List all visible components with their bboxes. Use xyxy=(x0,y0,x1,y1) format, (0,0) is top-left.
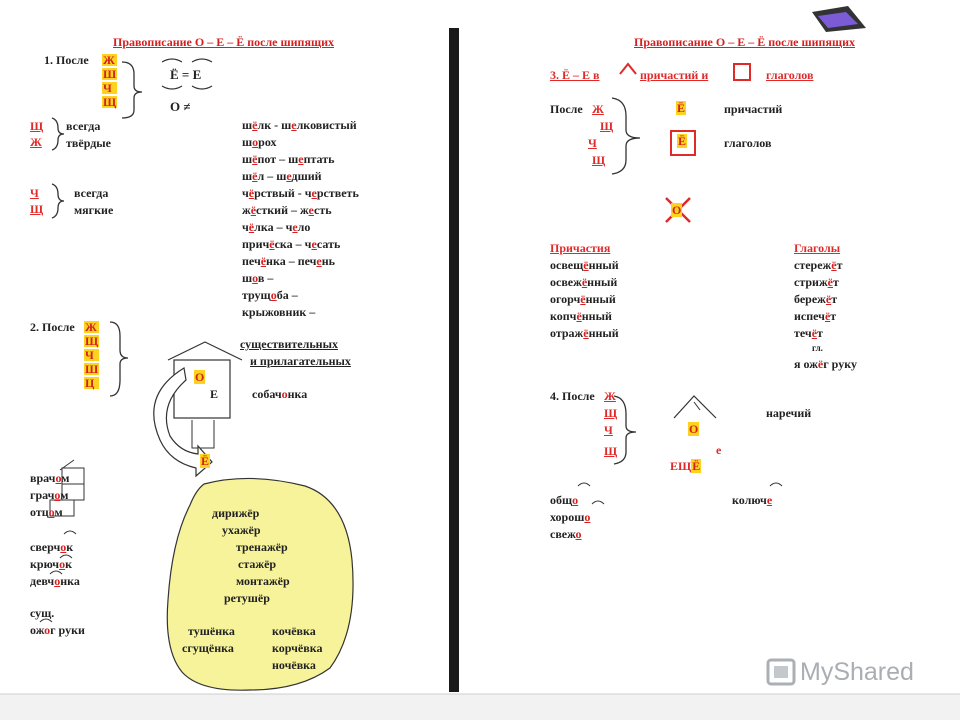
example-row: трущоба – xyxy=(242,288,298,302)
s1-letters xyxy=(102,54,117,108)
adverb-row: свежо xyxy=(550,527,582,541)
s4-letters xyxy=(604,390,617,457)
verb-row: стережёт xyxy=(794,258,843,272)
eshche: ЕЩЁ xyxy=(670,459,701,473)
hard-w2: твёрдые xyxy=(66,136,111,150)
s4-label: 4. После xyxy=(550,389,595,403)
example-row: шорох xyxy=(242,135,277,149)
blob-word: тренажёр xyxy=(236,540,288,554)
blob-word: корчёвка xyxy=(272,641,323,655)
blob-word: стажёр xyxy=(238,557,277,571)
house-roof xyxy=(168,342,242,360)
soft-letters xyxy=(30,187,43,215)
verb-row: течёт xyxy=(794,326,823,340)
house-o: О xyxy=(195,370,205,384)
vrach-row: отцом xyxy=(30,505,63,519)
r-glag: глаголов xyxy=(724,136,772,150)
letter: Щ xyxy=(85,334,99,348)
center-divider xyxy=(449,28,459,692)
brace-s1 xyxy=(122,62,142,118)
letter: Ж xyxy=(592,102,604,116)
sobachonka: собачонка xyxy=(252,387,308,401)
letter: Ж xyxy=(102,54,117,66)
blob-word: дирижёр xyxy=(212,506,260,520)
watermark: MyShared xyxy=(800,658,914,686)
blob-word: сгущёнка xyxy=(182,641,234,655)
blob-word: ночёвка xyxy=(272,658,316,672)
s2-letters xyxy=(84,321,99,389)
brace-soft xyxy=(52,184,64,218)
gl-note: гл. xyxy=(812,343,823,353)
h-glag: Глаголы xyxy=(794,241,841,255)
vrach-row: грачом xyxy=(30,488,69,502)
letter: Ш xyxy=(85,362,99,376)
r-posle: После xyxy=(550,102,583,116)
soft-w1: всегда xyxy=(74,186,109,200)
letter: Щ xyxy=(30,119,44,133)
blob-word: монтажёр xyxy=(236,574,290,588)
participle-row: отражённый xyxy=(550,326,619,340)
r-yo1: Ё xyxy=(677,101,686,115)
participle-row: огорчённый xyxy=(550,292,616,306)
hard-letters xyxy=(30,120,43,148)
adverb-row: общо xyxy=(550,493,579,507)
vrach-row: врачом xyxy=(30,471,70,485)
s4-adv: наречий xyxy=(766,406,812,420)
example-row: жёсткий – жесть xyxy=(242,203,332,217)
example-row: шёл – шедший xyxy=(242,169,322,183)
rule-o-ne: О ≠ xyxy=(170,99,191,114)
verb-row: испечёт xyxy=(794,309,837,323)
brace-hard xyxy=(52,118,64,150)
r-prich: причастий xyxy=(724,102,783,116)
verb-row: стрижёт xyxy=(794,275,839,289)
right-title: Правописание О – Е – Ё после шипящих xyxy=(634,35,855,49)
r-crossed-o: О xyxy=(672,203,682,217)
sverch-row: девчонка xyxy=(30,574,80,588)
letter: Щ xyxy=(600,119,614,133)
s2-cat1: существительных xyxy=(240,337,338,351)
s2-label: 2. После xyxy=(30,320,75,334)
r3-letters xyxy=(588,102,614,167)
letter: Ж xyxy=(84,321,99,333)
s1-label: 1. После xyxy=(44,53,89,67)
example-row: шёлк - шелковистый xyxy=(242,118,357,132)
letter: Ш xyxy=(103,67,117,81)
example-row: причёска – чесать xyxy=(242,237,341,251)
sverch-row: крючок xyxy=(30,557,72,571)
bottom-strip xyxy=(0,694,960,720)
blob-word: ухажёр xyxy=(222,523,261,537)
example-row: шёпот – шептать xyxy=(242,152,335,166)
letter: Щ xyxy=(604,444,618,458)
ozheg: я ожёг руку xyxy=(794,357,857,371)
letter: Ц xyxy=(84,377,99,389)
blob-word: ретушёр xyxy=(224,591,270,605)
kolyuche: колюче xyxy=(732,493,773,507)
house-e: Е xyxy=(210,387,219,401)
adverb-row: хорошо xyxy=(550,510,591,524)
example-row: чёрствый - черстветь xyxy=(242,186,359,200)
s3-label: 3. Ё – Е в xyxy=(550,68,600,82)
left-title: Правописание О – Е – Ё после шипящих xyxy=(113,35,334,49)
blob-word: кочёвка xyxy=(272,624,316,638)
letter: Ч xyxy=(84,349,99,361)
example-row: шов – xyxy=(242,271,274,285)
s2-cat2: и прилагательных xyxy=(250,354,351,368)
letter: Ж xyxy=(604,389,616,403)
sush-label: сущ. xyxy=(30,606,55,620)
participle-row: освежённый xyxy=(550,275,618,289)
s3-w2: глаголов xyxy=(766,68,814,82)
brace-s2 xyxy=(110,322,128,396)
ozhog: ожог руки xyxy=(30,623,85,637)
hard-w1: всегда xyxy=(66,119,101,133)
s3-w1: причастий и xyxy=(640,68,709,82)
letter: Ч xyxy=(102,82,117,94)
letter: Щ xyxy=(30,202,44,216)
arrow-yo: Ё xyxy=(201,454,210,468)
example-row: печёнка – печень xyxy=(242,254,335,268)
participle-row: копчённый xyxy=(550,309,612,323)
letter: Ж xyxy=(30,135,42,149)
brace-r3 xyxy=(612,98,640,174)
s4-o: О xyxy=(689,422,699,436)
letter: Щ xyxy=(592,153,606,167)
letter: Ч xyxy=(588,136,597,150)
example-row: крыжовник – xyxy=(242,305,316,319)
soft-w2: мягкие xyxy=(74,203,114,217)
blob-word: тушёнка xyxy=(188,624,235,638)
sverch-row: сверчок xyxy=(30,540,74,554)
participle-row: освещённый xyxy=(550,258,619,272)
letter: Ч xyxy=(604,423,613,437)
brace-r4 xyxy=(614,396,636,464)
letter: Ч xyxy=(30,186,39,200)
rule-yo-e: Ё = Е xyxy=(170,67,202,82)
s4-e: е xyxy=(716,443,722,457)
h-prich: Причастия xyxy=(550,241,611,255)
example-row: чёлка – чело xyxy=(242,220,311,234)
verb-row: бережёт xyxy=(794,292,838,306)
letter: Щ xyxy=(604,406,618,420)
r-yo2: Ё xyxy=(678,134,687,148)
letter: Щ xyxy=(103,95,117,109)
